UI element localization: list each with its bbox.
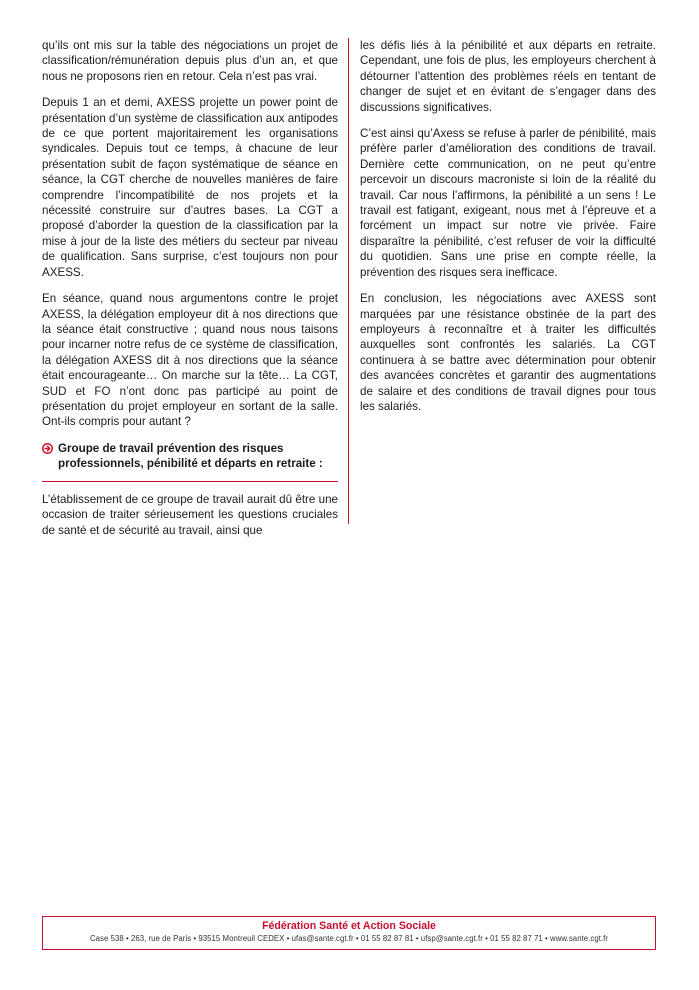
section-heading	[42, 441, 338, 472]
footer	[42, 916, 656, 950]
paragraph: L’établissement de ce groupe de travail aurait dû être une occasion de traiter sérieusement les questions cruciales de santé et de sécurité au travail, ainsi que	[42, 492, 338, 537]
paragraph: En séance, quand nous argumentons contre le projet AXESS, la délégation employeur dit à nos directions que la séance était constructive ; quand nous nous taisons pour incarner notre refus de ce système de classification, la délégation AXESS dit à nos directions que la séance était encourageante… On marche sur la tête… La CGT, SUD et FO n’ont donc pas participé au point de présentation du projet employeur en sortant de la salle. Ont-ils compris pour autant ?	[42, 292, 338, 429]
column-divider	[348, 38, 349, 524]
paragraph: qu’ils ont mis sur la table des négociations un projet de classification/rémunération depuis plus d’un an, et que nous ne proposons rien en retour. Cela n’est pas vrai.	[42, 39, 338, 83]
paragraph: C’est ainsi qu’Axess se refuse à parler de pénibilité, mais préfère parler d’amélioration des conditions de travail. Dernière cette communication, on ne peut qu’entre percevoir un discours macroniste si loin de la réalité du travail. Car nous l’affirmons, la pénibilité a un sens ! Le travail est fatigant, exigeant, nous met à l’épreuve et a forcément un impact sur notre vie privée. Faire disparaître la pénibilité, c’est refuser de voir la difficulté du quotidien. Sans une prise en compte réelle, la prévention des risques sera inefficace.	[360, 127, 656, 279]
footer-address: Case 538 • 263, rue de Paris • 93515 Montreuil CEDEX • ufas@sante.cgt.fr • 01 55 82 87 81 • ufsp@sante.cgt.fr • 01 55 82 87 71 • www.sante.cgt.fr	[89, 934, 609, 943]
circle-arrow-right-icon	[42, 443, 53, 454]
left-column	[42, 38, 338, 549]
section-divider	[42, 481, 338, 482]
paragraph: les défis liés à la pénibilité et aux départs en retraite. Cependant, une fois de plus, les employeurs cherchent à détourner l’attention des problèmes réels en tentant de changer de sujet et en évitant de s’engager dans des discussions significatives.	[360, 39, 656, 114]
paragraph: En conclusion, les négociations avec AXESS sont marquées par une résistance obstinée de la part des employeurs à reconnaître et à traiter les difficultés auxquelles sont confrontés les salariés. La CGT continuera à se battre avec détermination pour obtenir des avancées concrètes et garantir des augmentations de salaire et des conditions de travail dignes pour tous les salariés.	[360, 292, 656, 413]
footer-title: Fédération Santé et Action Sociale	[262, 920, 436, 932]
paragraph: Depuis 1 an et demi, AXESS projette un power point de présentation d’un système de classification aux antipodes de ce que portent majoritairement les organisations syndicales. Depuis tout ce temps, à chacune de leur présentation subit de façon systématique de séance en séance, la CGT cherche de nouvelles manières de faire comprendre l’incompatibilité de nos projets et la nécessité construire sur d’autres bases. La CGT a proposé d’aborder la question de la classification par la mise à jour de la liste des métiers du secteur par niveau de qualification. Sans surprise, c’est toujours non pour AXESS.	[42, 96, 338, 279]
section-heading-text: Groupe de travail prévention des risques professionnels, pénibilité et départs en retraite :	[58, 441, 323, 471]
right-column	[360, 38, 656, 425]
